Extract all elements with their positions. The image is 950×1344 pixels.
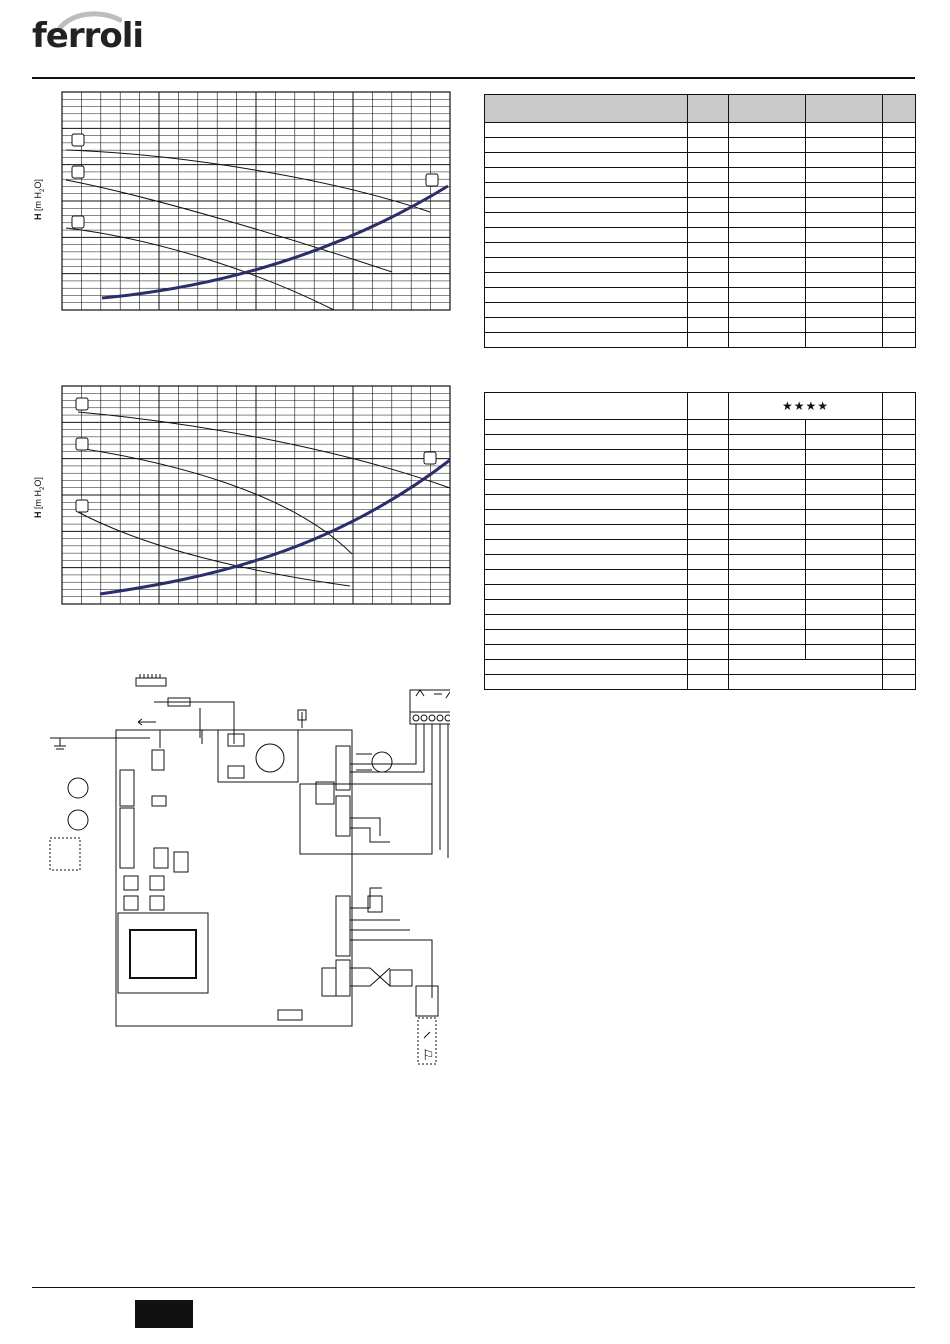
- table-cell: [688, 645, 729, 660]
- y-axis-label-2: H [m $H_2O$]: [33, 477, 46, 518]
- table-row: [485, 258, 916, 273]
- table-cell: [485, 585, 688, 600]
- table-cell: [485, 600, 688, 615]
- table-cell: [485, 645, 688, 660]
- table-cell: [806, 228, 883, 243]
- table-cell: [729, 555, 806, 570]
- table-cell: [729, 495, 806, 510]
- table-row: [485, 465, 916, 480]
- table-row: [485, 243, 916, 258]
- table-cell: [729, 675, 883, 690]
- table-cell: [729, 525, 806, 540]
- table-row: [485, 525, 916, 540]
- table-cell: [485, 660, 688, 675]
- table-cell: [883, 153, 916, 168]
- table-cell: [729, 510, 806, 525]
- table-row: [485, 540, 916, 555]
- table-cell: [729, 465, 806, 480]
- table-row: [485, 228, 916, 243]
- table-cell: [729, 123, 806, 138]
- pump-curve-line: [78, 412, 450, 488]
- table-cell: [485, 555, 688, 570]
- table-cell: [729, 168, 806, 183]
- table-cell: [485, 525, 688, 540]
- table-cell: [806, 555, 883, 570]
- table-cell: [688, 675, 729, 690]
- table-row: [485, 510, 916, 525]
- table-cell: [806, 153, 883, 168]
- table-cell: [806, 138, 883, 153]
- table-cell: [883, 555, 916, 570]
- table-cell: [883, 480, 916, 495]
- table-row: [485, 570, 916, 585]
- table-cell: [806, 630, 883, 645]
- table-cell: [729, 660, 883, 675]
- table-cell: [729, 585, 806, 600]
- table-cell: [729, 420, 806, 435]
- table-cell: [806, 510, 883, 525]
- table-row: [485, 138, 916, 153]
- table-row: [485, 213, 916, 228]
- table-cell: [883, 228, 916, 243]
- table-cell: [883, 660, 916, 675]
- spec-table-2: [484, 392, 916, 690]
- table-cell: [485, 303, 688, 318]
- pump-curve-line: [102, 186, 448, 298]
- table-row: [485, 420, 916, 435]
- pump-curve-chart-1: [30, 88, 460, 320]
- table-cell: [806, 123, 883, 138]
- table-cell: [688, 555, 729, 570]
- pump-curve-chart-2: [30, 382, 460, 614]
- table-cell: [485, 630, 688, 645]
- table-cell: [688, 525, 729, 540]
- chart-grid: [62, 386, 450, 604]
- table-cell: [806, 198, 883, 213]
- table-cell: [729, 153, 806, 168]
- table-cell: [688, 495, 729, 510]
- curve-marker: [426, 174, 438, 186]
- terminal-symbols: [410, 690, 450, 712]
- table-cell: [729, 600, 806, 615]
- table-cell: [806, 318, 883, 333]
- table-cell: [485, 168, 688, 183]
- table-row: [485, 303, 916, 318]
- table-cell: [883, 435, 916, 450]
- table-cell: [729, 615, 806, 630]
- table-cell: [688, 318, 729, 333]
- table-cell: [688, 660, 729, 675]
- table-cell: [883, 540, 916, 555]
- fan-icon: [68, 810, 88, 830]
- table-cell: [729, 198, 806, 213]
- table-cell: [729, 95, 806, 123]
- table-cell: [485, 480, 688, 495]
- table-cell: [485, 420, 688, 435]
- table-cell: [883, 645, 916, 660]
- table-cell: [729, 138, 806, 153]
- table-cell: [485, 288, 688, 303]
- table-cell: [688, 450, 729, 465]
- table-row: [485, 615, 916, 630]
- table-cell: [485, 570, 688, 585]
- table-row: [485, 168, 916, 183]
- table-cell: [806, 95, 883, 123]
- curve-marker: [424, 452, 436, 464]
- table-cell: [806, 258, 883, 273]
- table-cell: [485, 318, 688, 333]
- table-cell: [688, 183, 729, 198]
- table-cell: [485, 213, 688, 228]
- table-cell: [688, 420, 729, 435]
- table-cell: [729, 480, 806, 495]
- table-cell: [729, 645, 806, 660]
- table-cell: [688, 615, 729, 630]
- table-cell: [688, 480, 729, 495]
- table-cell: [485, 495, 688, 510]
- table-cell: [729, 318, 806, 333]
- table-cell: [883, 138, 916, 153]
- table-cell: [688, 393, 729, 420]
- table-cell: [806, 645, 883, 660]
- table-cell: [485, 198, 688, 213]
- table-cell: [883, 600, 916, 615]
- table-cell: [688, 333, 729, 348]
- table-row: [485, 183, 916, 198]
- table-cell: [688, 585, 729, 600]
- table-cell: [688, 228, 729, 243]
- table-cell: [883, 393, 916, 420]
- control-board: [116, 730, 352, 1026]
- curve-marker: [76, 500, 88, 512]
- curve-marker: [72, 166, 84, 178]
- table-row: [485, 645, 916, 660]
- table-cell: [485, 228, 688, 243]
- table-cell: [688, 153, 729, 168]
- table-cell: [883, 495, 916, 510]
- table-cell: [883, 95, 916, 123]
- header-rule: [32, 77, 915, 79]
- pump-curve-line: [78, 448, 352, 554]
- table-cell: [883, 525, 916, 540]
- table-cell: [485, 123, 688, 138]
- table-cell: [806, 615, 883, 630]
- table-cell: [485, 95, 688, 123]
- table-cell: [688, 95, 729, 123]
- curve-marker: [76, 398, 88, 410]
- table-cell: [688, 540, 729, 555]
- table-cell: [806, 273, 883, 288]
- table-row: [485, 198, 916, 213]
- table-cell: [806, 450, 883, 465]
- table-cell: [485, 465, 688, 480]
- table-cell: [883, 420, 916, 435]
- table-cell: [688, 168, 729, 183]
- table-cell: [485, 183, 688, 198]
- table-cell: [485, 333, 688, 348]
- spec-table-1: [484, 94, 916, 348]
- table-cell: [485, 243, 688, 258]
- table-cell: [688, 273, 729, 288]
- table-cell: [883, 123, 916, 138]
- table-cell: [688, 243, 729, 258]
- table-cell: [806, 540, 883, 555]
- table-row: [485, 333, 916, 348]
- table-cell: [806, 243, 883, 258]
- table-cell: [729, 450, 806, 465]
- table-cell: [688, 198, 729, 213]
- table-cell: [883, 243, 916, 258]
- table-cell: [806, 465, 883, 480]
- table-row: [485, 435, 916, 450]
- table-row: [485, 393, 916, 420]
- table-cell: [688, 303, 729, 318]
- table-cell: [883, 273, 916, 288]
- table-cell: [883, 675, 916, 690]
- table-cell: [485, 273, 688, 288]
- table-cell: [883, 258, 916, 273]
- curve-marker: [72, 216, 84, 228]
- table-row: [485, 95, 916, 123]
- table-cell: [688, 435, 729, 450]
- table-cell: [688, 570, 729, 585]
- table-cell: [688, 465, 729, 480]
- table-cell: [729, 570, 806, 585]
- table-cell: [806, 213, 883, 228]
- table-cell: [806, 435, 883, 450]
- table-cell: [883, 615, 916, 630]
- table-cell: [485, 393, 688, 420]
- table-cell: [883, 450, 916, 465]
- table-row: [485, 273, 916, 288]
- table-cell: [688, 138, 729, 153]
- curve-marker: [72, 134, 84, 146]
- table-cell: [883, 570, 916, 585]
- table-cell: [485, 450, 688, 465]
- table-row: [485, 585, 916, 600]
- table-cell: [883, 318, 916, 333]
- table-cell: [729, 303, 806, 318]
- table-cell: [729, 258, 806, 273]
- table-cell: [485, 510, 688, 525]
- table-cell: [729, 540, 806, 555]
- table-cell: [883, 168, 916, 183]
- table-cell: [688, 600, 729, 615]
- table-cell: [729, 288, 806, 303]
- table-row: [485, 675, 916, 690]
- table-cell: [688, 258, 729, 273]
- table-cell: [688, 630, 729, 645]
- pump-icon: [68, 778, 88, 798]
- table-row: [485, 480, 916, 495]
- table-cell: [485, 540, 688, 555]
- table-cell: [688, 123, 729, 138]
- table-cell: [883, 303, 916, 318]
- table-cell: [806, 168, 883, 183]
- table-cell: [806, 600, 883, 615]
- table-cell: [729, 213, 806, 228]
- footer-rule: [32, 1287, 915, 1288]
- table-cell: [485, 615, 688, 630]
- table-cell: [883, 198, 916, 213]
- table-cell: [688, 510, 729, 525]
- table-row: [485, 630, 916, 645]
- table-cell: [806, 420, 883, 435]
- table-cell: [485, 153, 688, 168]
- table-cell: [485, 258, 688, 273]
- table-cell: [806, 480, 883, 495]
- wiring-diagram: [40, 668, 450, 1068]
- table-cell: [806, 183, 883, 198]
- table-row: [485, 495, 916, 510]
- table-cell: [883, 213, 916, 228]
- table-row: [485, 153, 916, 168]
- chart-grid: [62, 92, 450, 310]
- table-cell: [729, 333, 806, 348]
- table-cell: [729, 183, 806, 198]
- table-cell: [883, 465, 916, 480]
- page-number-box: [135, 1300, 193, 1328]
- table-cell: [806, 570, 883, 585]
- table-cell: [883, 183, 916, 198]
- table-cell: [729, 630, 806, 645]
- table-cell: [806, 333, 883, 348]
- table-row: [485, 318, 916, 333]
- table-cell: [729, 435, 806, 450]
- table-row: [485, 660, 916, 675]
- table-cell: [729, 243, 806, 258]
- table-row: [485, 450, 916, 465]
- table-cell: [883, 585, 916, 600]
- table-row: [485, 600, 916, 615]
- thermostat-icon: ⚐: [422, 1048, 435, 1064]
- table-cell: [806, 525, 883, 540]
- curve-marker: [76, 438, 88, 450]
- table-cell: [485, 138, 688, 153]
- table-row: [485, 555, 916, 570]
- table-row: [485, 123, 916, 138]
- table-cell: [883, 630, 916, 645]
- table-cell: [806, 288, 883, 303]
- table-cell: [485, 675, 688, 690]
- table-cell: [883, 333, 916, 348]
- energy-rating-stars: ★★★★: [729, 393, 883, 420]
- table-cell: [806, 585, 883, 600]
- table-cell: [485, 435, 688, 450]
- pump-curve-line: [66, 150, 430, 212]
- table-cell: [688, 288, 729, 303]
- table-cell: [688, 213, 729, 228]
- table-cell: [883, 510, 916, 525]
- table-row: [485, 288, 916, 303]
- table-cell: [806, 303, 883, 318]
- table-cell: [883, 288, 916, 303]
- table-cell: [729, 228, 806, 243]
- gas-valve-icon: [372, 752, 392, 772]
- brand-logo: ferroli: [32, 16, 144, 56]
- table-cell: [806, 495, 883, 510]
- y-axis-label-1: H [m $H_2O$]: [33, 179, 46, 220]
- table-cell: [729, 273, 806, 288]
